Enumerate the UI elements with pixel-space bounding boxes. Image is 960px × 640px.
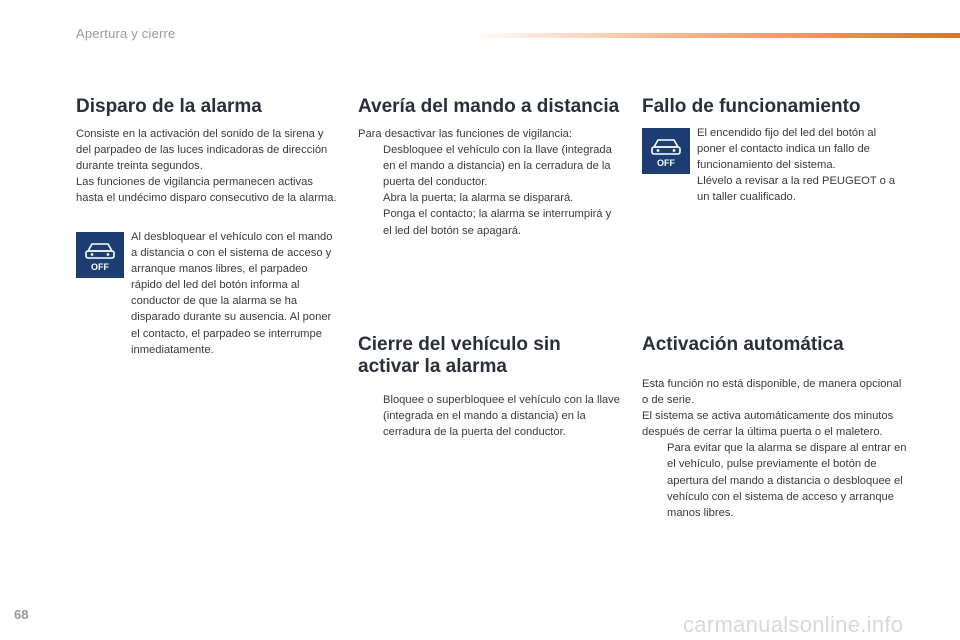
activacion-text2: El sistema se activa automáticamente dos minutos después de cerrar la última puerta o el maletero. <box>642 410 894 439</box>
heading-fallo: Fallo de funcionamiento <box>642 96 861 117</box>
column-averia <box>358 96 620 239</box>
column-activacion <box>642 334 907 521</box>
icon-off-label: OFF <box>657 158 675 168</box>
heading-averia: Avería del mando a distancia <box>358 96 620 117</box>
column-fallo <box>642 96 912 118</box>
header-accent-bar <box>470 33 960 38</box>
section-header-title: Apertura y cierre <box>76 26 176 41</box>
alarm-off-icon <box>642 128 690 174</box>
disparo-intro: Consiste en la activación del sonido de la sirena y del parpadeo de las luces indicadoras de dirección durante treinta segundos. <box>76 128 328 173</box>
column-cierre <box>358 334 620 440</box>
list-item: Desbloquee el vehículo con la llave (integrada en el mando a distancia) en la cerradura de la puerta del conductor. <box>383 144 612 189</box>
car-lock-off-icon <box>646 133 686 169</box>
averia-intro: Para desactivar las funciones de vigilancia: <box>358 128 572 140</box>
heading-activacion: Activación automática <box>642 334 844 355</box>
watermark: carmanualsonline.info <box>683 612 904 637</box>
list-item: Bloquee o superbloquee el vehículo con la llave (integrada en el mando a distancia) en la cerradura de la puerta del conductor. <box>383 394 620 439</box>
list-item: Ponga el contacto; la alarma se interrumpirá y el led del botón se apagará. <box>383 208 612 237</box>
activacion-steps <box>642 440 907 520</box>
averia-steps <box>358 142 620 239</box>
list-item: Para evitar que la alarma se dispare al entrar en el vehículo, pulse previamente el botón de apertura del mando a distancia o desbloquee el vehículo con el sistema de acceso y arranque manos libres. <box>667 442 907 519</box>
disparo-note: Al desbloquear el vehículo con el mando a distancia o con el sistema de acceso y arranque manos libres, el parpadeo rápido del led del botón informa al conductor de que la alarma se ha disparado durante su ausencia. Al poner el contacto, el parpadeo se interrumpe inmediatamente. <box>131 231 333 356</box>
car-lock-off-icon <box>80 237 120 273</box>
cierre-steps <box>358 392 620 440</box>
fallo-text2: Llévelo a revisar a la red PEUGEOT o a un taller cualificado. <box>697 175 896 204</box>
column-disparo <box>76 96 346 206</box>
icon-off-label: OFF <box>91 262 109 272</box>
disparo-intro2: Las funciones de vigilancia permanecen activas hasta el undécimo disparo consecutivo de la alarma. <box>76 176 337 205</box>
activacion-text1: Esta función no está disponible, de manera opcional o de serie. <box>642 378 902 407</box>
page-number: 68 <box>14 607 29 622</box>
heading-cierre: Cierre del vehículo sin activar la alarma <box>358 334 561 377</box>
heading-disparo: Disparo de la alarma <box>76 96 262 117</box>
fallo-text <box>697 125 902 205</box>
fallo-text1: El encendido fijo del led del botón al poner el contacto indica un fallo de funcionamiento del sistema. <box>697 127 877 172</box>
alarm-off-icon <box>76 232 124 278</box>
list-item: Abra la puerta; la alarma se disparará. <box>383 192 574 205</box>
